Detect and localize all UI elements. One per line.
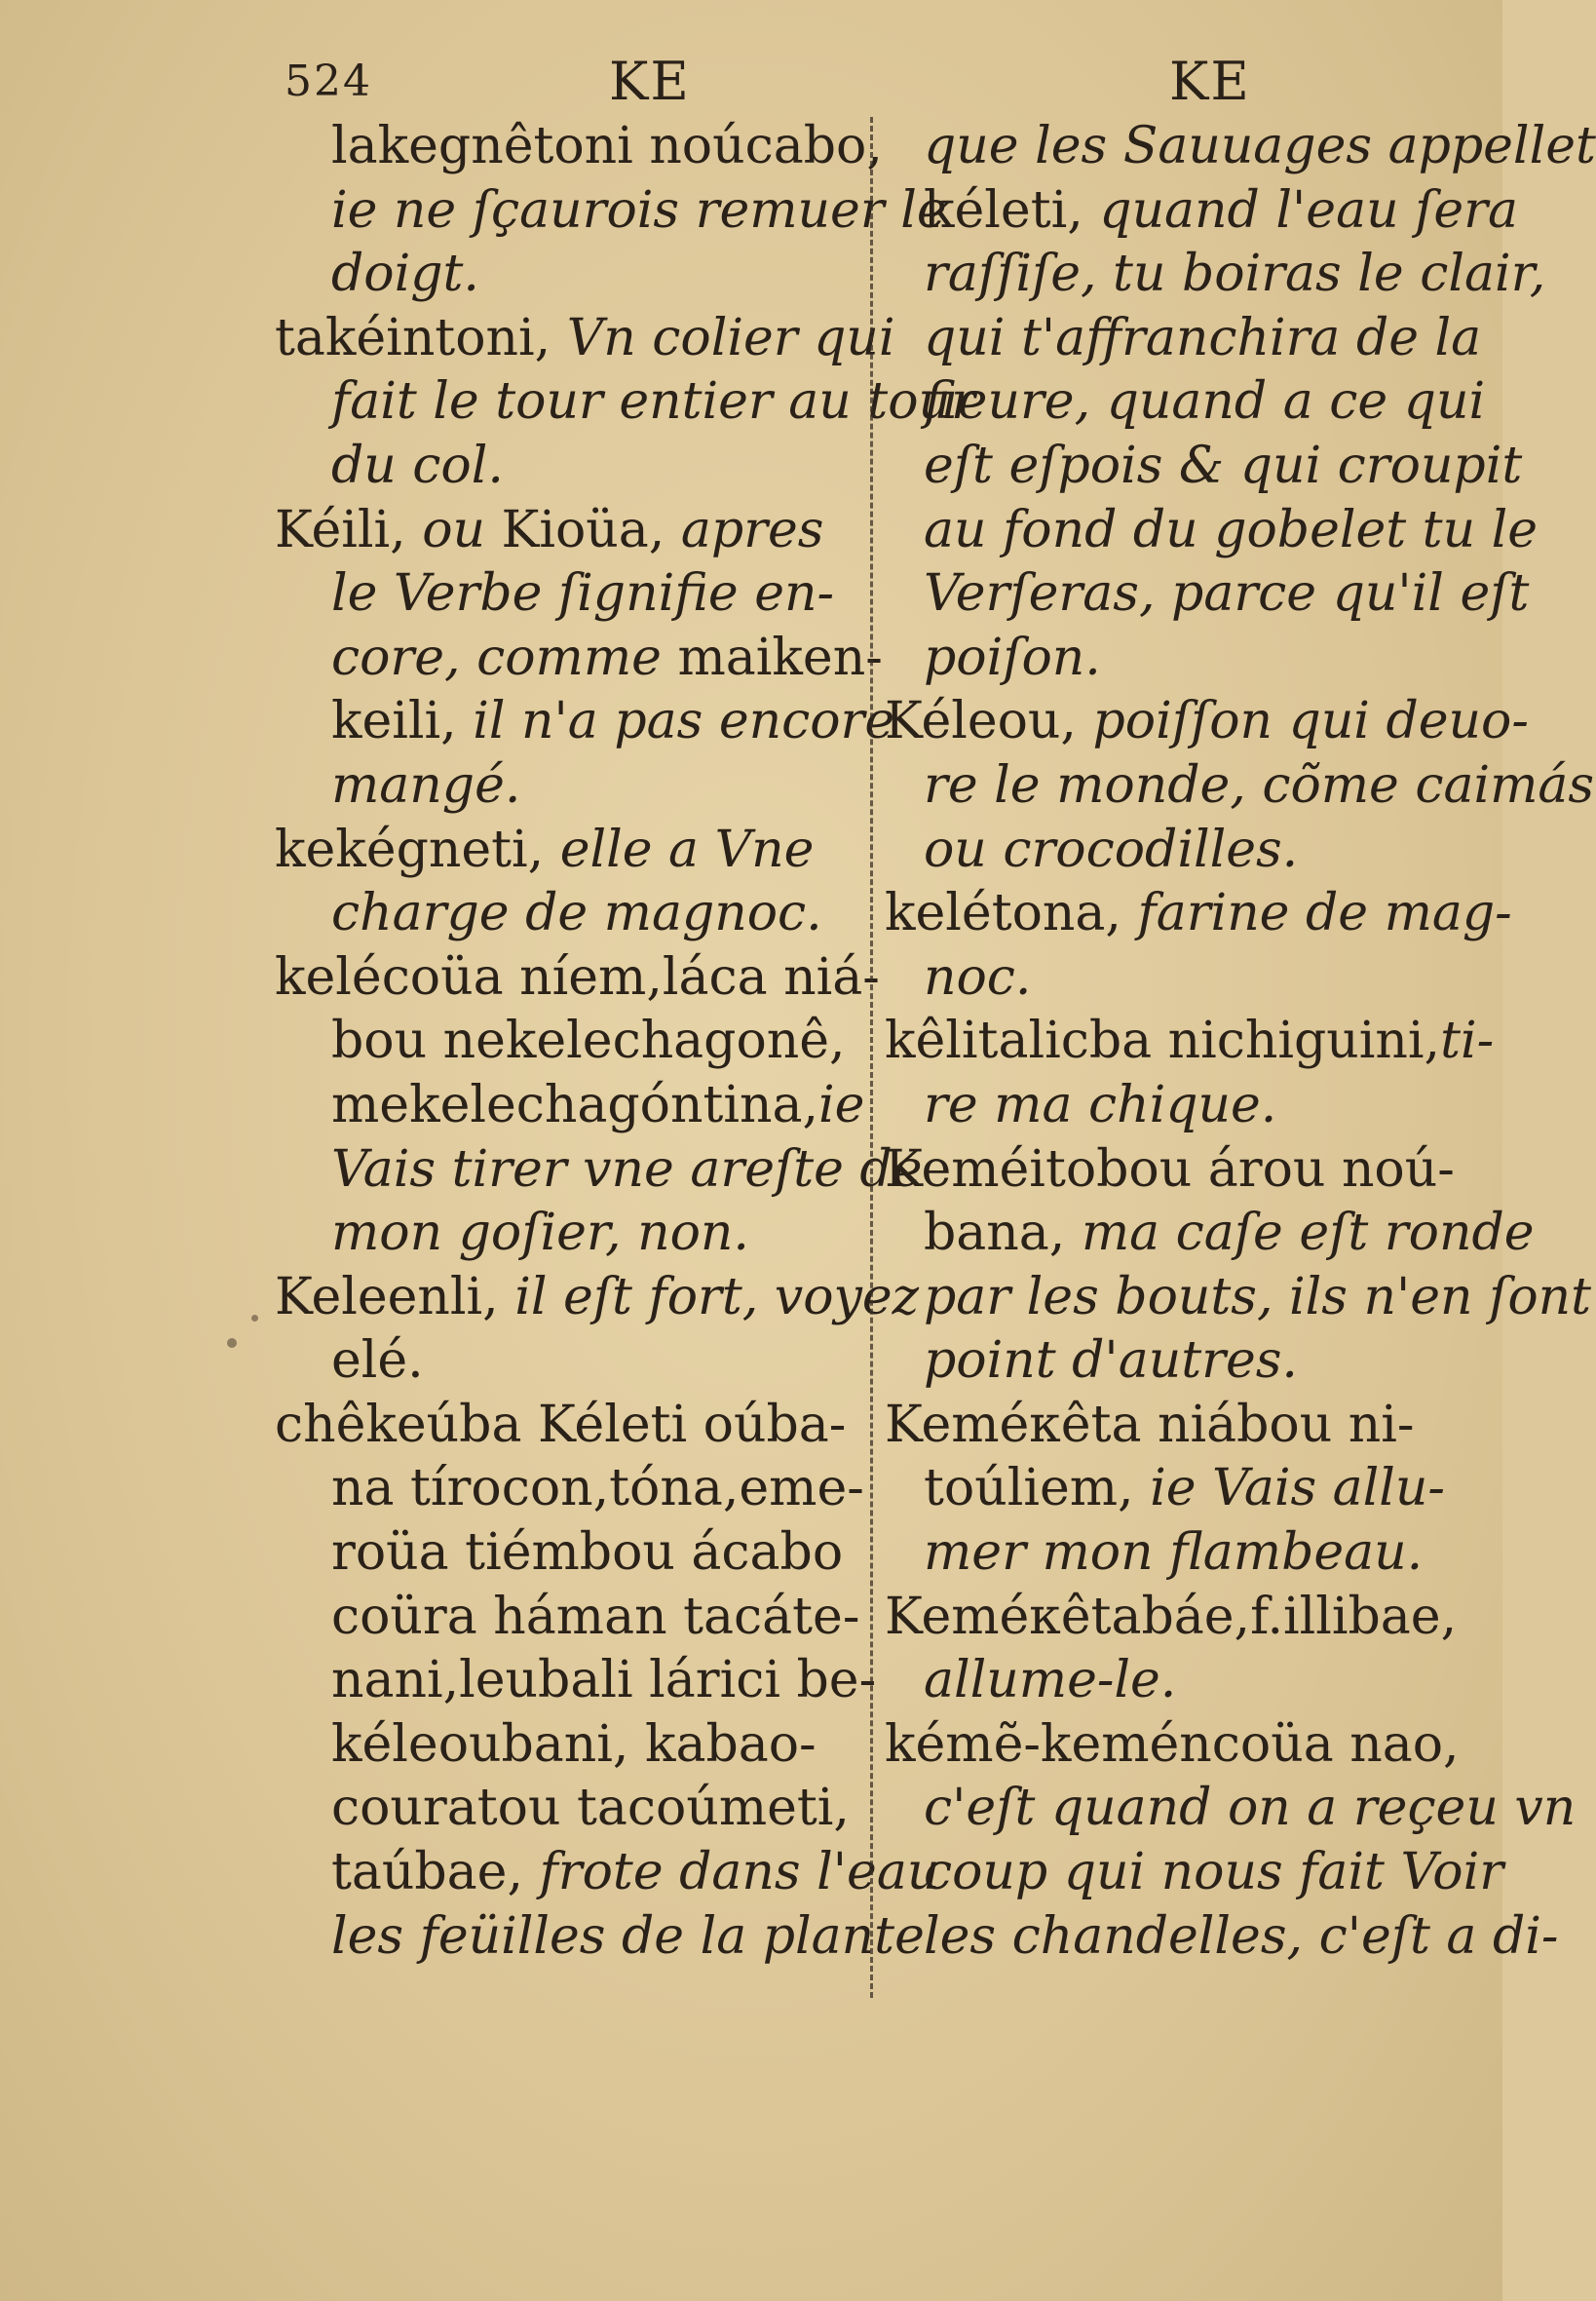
italic-gloss: qui t'affranchira de la	[924, 308, 1482, 367]
column-divider	[870, 117, 873, 1998]
right-column-line	[885, 1266, 1592, 1330]
left-column-head: KE	[609, 51, 691, 112]
roman-term: maiken-	[661, 628, 883, 687]
right-column-line	[885, 179, 1518, 244]
left-column-line	[275, 1586, 859, 1650]
ink-speck	[227, 1338, 237, 1348]
right-column-line	[885, 1777, 1577, 1841]
left-column-line	[275, 307, 895, 371]
right-column-line	[885, 1521, 1440, 1586]
right-column-line	[885, 1138, 1455, 1203]
italic-gloss: poiſſon qui deuo-	[1092, 692, 1529, 751]
left-column-line	[275, 1713, 859, 1778]
left-column-line	[275, 690, 895, 754]
left-column-line	[275, 179, 947, 244]
left-column-line	[275, 819, 859, 883]
right-column-line	[885, 1457, 1445, 1521]
left-column-line	[275, 1329, 859, 1394]
roman-term: takéintoni,	[275, 308, 567, 367]
roman-term: kéleti,	[924, 180, 1100, 240]
italic-gloss: frote dans l'eau	[539, 1843, 940, 1902]
italic-gloss: du col.	[331, 436, 504, 495]
italic-gloss: poiſon.	[924, 628, 1101, 687]
italic-gloss: Verſeras, parce qu'il eſt	[924, 564, 1530, 624]
left-column-line	[275, 115, 883, 179]
italic-gloss: les feüilles de la plante	[331, 1906, 925, 1966]
right-column-line	[885, 882, 1512, 946]
roman-term: chêkeúba Kéleti oúba-	[275, 1395, 847, 1454]
right-column-line	[885, 1841, 1504, 1905]
italic-gloss: fieure, quand a ce qui	[924, 372, 1486, 432]
right-column-line	[885, 1394, 1440, 1458]
right-column-head: KE	[1169, 51, 1251, 112]
right-column-line	[885, 1905, 1559, 1970]
roman-term: kéleoubani, kabao-	[331, 1714, 817, 1774]
italic-gloss: par les bouts, ils n'en ſont	[924, 1267, 1592, 1326]
ink-speck	[251, 1315, 258, 1322]
right-column-line	[885, 754, 1595, 819]
italic-gloss: au fond du gobelet tu le	[924, 500, 1538, 559]
left-column-line	[275, 1010, 859, 1074]
italic-gloss: raſſiſe, tu boiras le clair,	[924, 245, 1546, 304]
left-column-line	[275, 754, 859, 819]
italic-gloss: il n'a pas encore	[473, 692, 895, 751]
right-column-line	[885, 435, 1523, 499]
right-column-line	[885, 1202, 1535, 1266]
italic-gloss: eſt eſpois & qui croupit	[924, 436, 1523, 495]
left-column-line	[275, 1905, 925, 1970]
roman-term: kémẽ-keméncoüa nao,	[885, 1714, 1460, 1774]
italic-gloss: les chandelles, c'eſt a di-	[924, 1906, 1559, 1966]
right-column-line	[885, 627, 1440, 691]
italic-gloss: ie	[818, 1075, 865, 1134]
italic-gloss: farine de mag-	[1137, 884, 1512, 943]
roman-term: toúliem,	[924, 1459, 1151, 1518]
italic-gloss: fait le tour entier au tour	[331, 372, 975, 432]
italic-gloss: ou crocodilles.	[924, 820, 1299, 879]
right-column-line	[885, 1649, 1440, 1713]
right-column-line	[885, 819, 1440, 883]
roman-term: couratou tacoúmeti,	[331, 1779, 850, 1838]
roman-term: kelétona,	[885, 884, 1138, 943]
roman-term: kelécoüa níem,láca niá-	[275, 947, 880, 1007]
left-column-line	[275, 1138, 923, 1203]
roman-term: Keleenli,	[275, 1267, 515, 1326]
italic-gloss: il eſt fort, voyez	[514, 1267, 920, 1326]
italic-gloss: Vais tirer vne areſte de	[331, 1139, 923, 1199]
roman-term: Kioüa,	[484, 500, 681, 559]
roman-term: mekelechagóntina,	[331, 1075, 819, 1134]
italic-gloss: c'eſt quand on a reçeu vn	[924, 1779, 1577, 1838]
right-column-line	[885, 499, 1538, 563]
italic-gloss: ie ne ſçaurois remuer le	[331, 180, 947, 240]
italic-gloss: que les Sauuages appellet	[924, 117, 1596, 175]
italic-gloss: noc.	[924, 947, 1032, 1007]
roman-term: bou nekelechagonê,	[331, 1012, 846, 1071]
roman-term: Keméitobou árou noú-	[885, 1139, 1455, 1199]
left-column-line	[275, 882, 859, 946]
italic-gloss: doigt.	[331, 245, 479, 304]
roman-term: Keméкêtabáe,f.illibae,	[885, 1587, 1458, 1646]
roman-term: roüa tiémbou ácabo	[331, 1523, 844, 1583]
italic-gloss: le Verbe ſignifie en-	[331, 564, 835, 624]
roman-term: kêlitalicba nichiguini,	[885, 1012, 1441, 1071]
left-column-line	[275, 1266, 920, 1330]
roman-term: bana,	[924, 1204, 1082, 1263]
left-column-line	[275, 370, 975, 435]
roman-term: Keméкêta niábou ni-	[885, 1395, 1415, 1454]
left-column	[275, 115, 975, 1969]
left-column-line	[275, 1202, 859, 1266]
roman-term: keili,	[331, 692, 474, 751]
right-column-line	[885, 243, 1546, 307]
italic-gloss: re le monde, cõme caimás	[924, 755, 1595, 815]
right-column-line	[885, 946, 1440, 1011]
roman-term: taúbae,	[331, 1843, 540, 1902]
right-column-line	[885, 562, 1530, 627]
left-column-line	[275, 435, 859, 499]
italic-gloss: apres	[680, 500, 824, 559]
right-column-line	[885, 1010, 1495, 1074]
italic-gloss: quand l'eau ſera	[1099, 180, 1518, 240]
right-column-line	[885, 690, 1529, 754]
right-column	[885, 115, 1596, 1969]
roman-term: nani,leubali lárici be-	[331, 1651, 877, 1710]
page-number: 524	[285, 57, 372, 106]
roman-term: kekégneti,	[275, 820, 560, 879]
left-column-line	[275, 1649, 877, 1713]
italic-gloss: ti-	[1440, 1012, 1495, 1071]
roman-term: coüra háman tacáte-	[331, 1587, 860, 1646]
roman-term: elé.	[331, 1331, 424, 1391]
left-column-line	[275, 243, 859, 307]
left-column-line	[275, 1394, 859, 1458]
italic-gloss: ma caſe eſt ronde	[1081, 1204, 1535, 1263]
italic-gloss: ie Vais allu-	[1150, 1459, 1445, 1518]
right-column-line	[885, 370, 1486, 435]
left-column-line	[275, 1777, 859, 1841]
roman-term: na tírocon,tóna,eme-	[331, 1459, 864, 1518]
roman-term: lakegnêtoni noúcabo,	[331, 117, 883, 175]
right-column-line	[885, 115, 1596, 179]
left-column-line	[275, 562, 859, 627]
left-column-line	[275, 1457, 864, 1521]
italic-gloss: charge de magnoc.	[331, 884, 822, 943]
italic-gloss: mer mon flambeau.	[924, 1523, 1424, 1583]
italic-gloss: core, comme	[331, 628, 662, 687]
running-header	[0, 51, 1502, 119]
italic-gloss: coup qui nous fait Voir	[924, 1843, 1504, 1902]
italic-gloss: mangé.	[331, 755, 521, 815]
italic-gloss: allume-le.	[924, 1651, 1177, 1710]
italic-gloss: ou	[422, 500, 485, 559]
italic-gloss: Vn colier qui	[566, 308, 895, 367]
left-column-line	[275, 946, 880, 1011]
left-column-line	[275, 1521, 859, 1586]
italic-gloss: mon goſier, non.	[331, 1204, 749, 1263]
right-column-line	[885, 1074, 1440, 1138]
roman-term: Kéleou,	[885, 692, 1093, 751]
left-column-line	[275, 627, 883, 691]
right-column-line	[885, 1713, 1460, 1778]
left-column-line	[275, 1074, 865, 1138]
roman-term: Kéili,	[275, 500, 423, 559]
right-column-line	[885, 307, 1482, 371]
right-column-line	[885, 1329, 1440, 1394]
italic-gloss: elle a Vne	[559, 820, 815, 879]
right-column-line	[885, 1586, 1458, 1650]
italic-gloss: point d'autres.	[924, 1331, 1298, 1391]
italic-gloss: re ma chique.	[924, 1075, 1277, 1134]
left-column-line	[275, 499, 859, 563]
left-column-line	[275, 1841, 940, 1905]
